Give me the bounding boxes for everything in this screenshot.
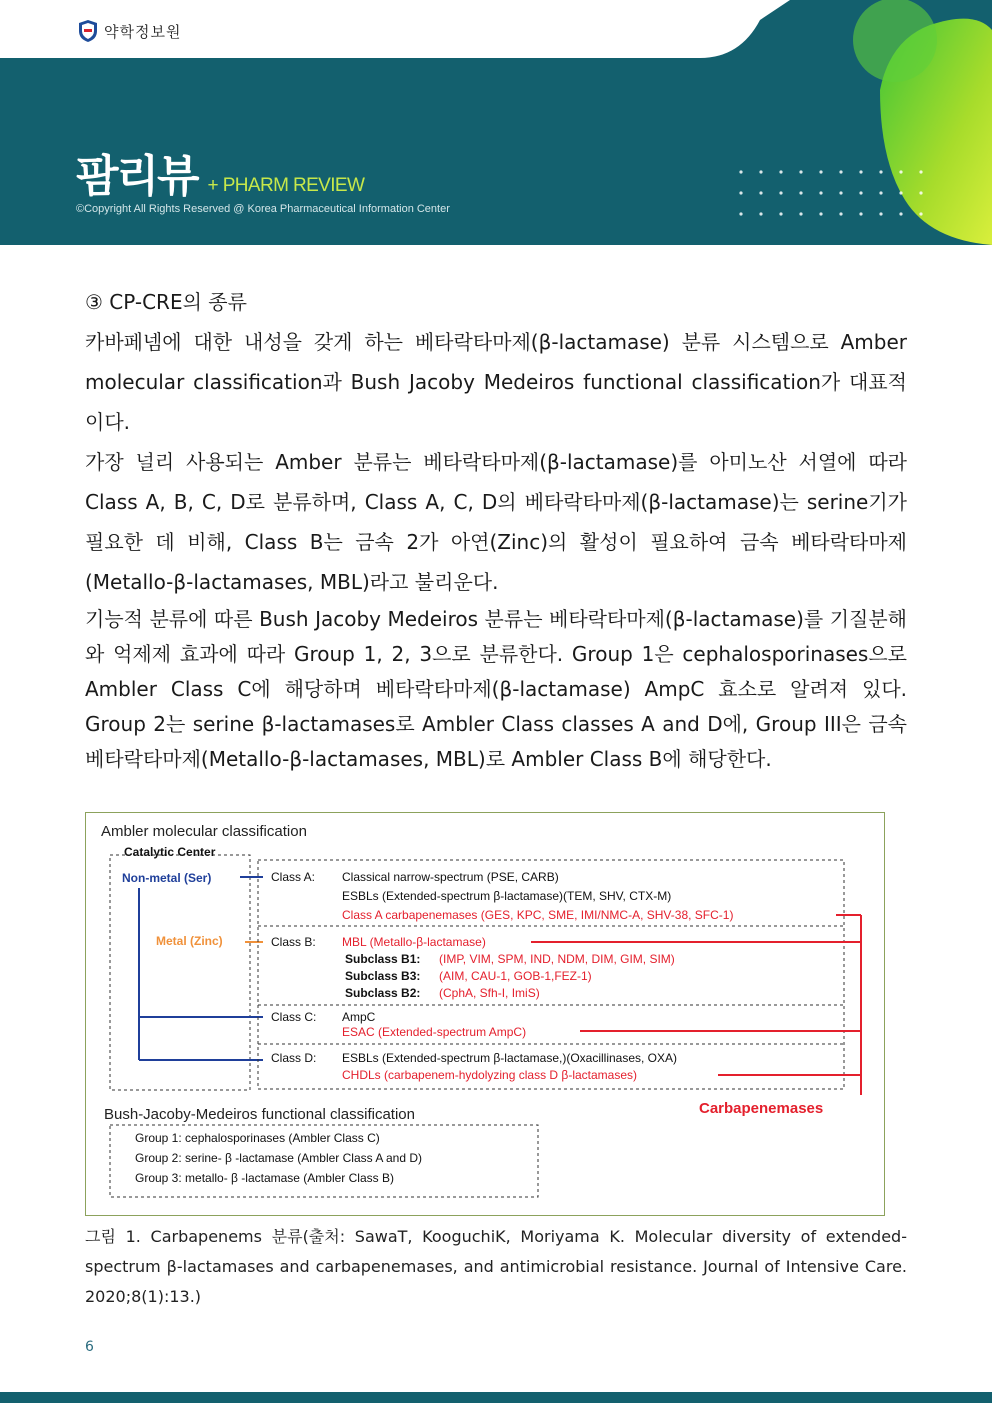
paragraph-ambler: 가장 널리 사용되는 Amber 분류는 베타락타마제(β-lactamase)를 아미노산 서열에 따라 Class A, B, C, D로 분류하며, Class A, C, D의 베타락타마제(β-lactamase)는 serine기가 필요한 데 비해, Class B는 금속 2가 아연(Zinc)의 활성이 필요하여 금속 베타락타마제(Metallo-β-lactamases, MBL)라고 불리운다. — [85, 450, 907, 594]
catalytic-center-label: Catalytic Center — [124, 845, 216, 859]
figure-caption: 그림 1. Carbapenems 분류(출처: SawaT, KooguchiK, Moriyama K. Molecular diversity of extended-spectrum β-lactamases and carbapenemases, and antimicrobial resistance. Journal of Intensive Care. 2020;8(1):13.) — [85, 1227, 907, 1306]
bjm-group3: Group 3: metallo- β -lactamase (Ambler Class B) — [135, 1171, 394, 1185]
bjm-group1: Group 1: cephalosporinases (Ambler Class C) — [135, 1131, 380, 1145]
org-name: 약학정보원 — [104, 22, 182, 41]
class-a-line3: Class A carbapenemases (GES, KPC, SME, IMI/NMC-A, SHV-38, SFC-1) — [342, 908, 734, 922]
class-d-line2: CHDLs (carbapenem-hydolyzing class D β-lactamases) — [342, 1068, 638, 1082]
class-c-line1: AmpC — [342, 1010, 376, 1024]
footer-bar — [0, 1392, 992, 1403]
classification-figure — [85, 812, 885, 1216]
class-b-label: Class B: — [271, 935, 316, 949]
metal-label: Metal (Zinc) — [156, 934, 223, 948]
main-content — [85, 282, 907, 777]
subclass-b3-label: Subclass B3: — [345, 969, 421, 983]
class-d-line1: ESBLs (Extended-spectrum β-lactamase,)(Oxacillinases, OXA) — [342, 1051, 678, 1065]
page-title — [76, 140, 364, 204]
catalytic-center-box — [110, 855, 250, 1090]
class-d-label: Class D: — [271, 1051, 317, 1065]
paragraph-intro: 카바페넴에 대한 내성을 갖게 하는 베타락타마제(β-lactamase) 분류 시스템으로 Amber molecular classification과 Bush Jacoby Medeiros functional classification가 대표적이다. — [85, 330, 907, 434]
title-korean: 팜리뷰 — [76, 151, 198, 202]
subclass-b2-values: (CphA, Sfh-I, ImiS) — [439, 986, 540, 1000]
class-b-line1: MBL (Metallo-β-lactamase) — [342, 935, 486, 949]
subclass-b2-label: Subclass B2: — [345, 986, 421, 1000]
class-a-line2: ESBLs (Extended-spectrum β-lactamase)(TEM, SHV, CTX-M) — [342, 889, 672, 903]
tree-connector-lines — [139, 877, 263, 1060]
bjm-group2: Group 2: serine- β -lactamase (Ambler Class A and D) — [135, 1151, 423, 1165]
title-english: + PHARM REVIEW — [207, 175, 365, 196]
carbapenemases-label: Carbapenemases — [699, 1100, 824, 1117]
shield-logo-icon — [78, 19, 98, 43]
class-c-label: Class C: — [271, 1010, 317, 1024]
class-a-line1: Classical narrow-spectrum (PSE, CARB) — [342, 870, 559, 884]
non-metal-label: Non-metal (Ser) — [122, 871, 212, 885]
subclass-b1-values: (IMP, VIM, SPM, IND, NDM, DIM, GIM, SIM) — [439, 952, 675, 966]
subclass-b1-label: Subclass B1: — [345, 952, 421, 966]
paragraph-bjm: 기능적 분류에 따른 Bush Jacoby Medeiros 분류는 베타락타마제(β-lactamase)를 기질분해와 억제제 효과에 따라 Group 1, 2, 3으로 분류한다. Group 1은 cephalosporinases으로 Ambler Class C에 해당하며 베타락타마제(β-lactamase) AmpC 효소로 알려져 있다. Group 2는 serine β-lactamases로 Ambler Class classes A and D에, Group III은 금속 베타락타마제(Metallo-β-lactamases, MBL)로 Ambler Class B에 해당한다. — [85, 607, 907, 771]
class-a-label: Class A: — [271, 870, 316, 884]
org-logo[interactable] — [78, 19, 181, 43]
copyright-notice: ©Copyright All Rights Reserved @ Korea Pharmaceutical Information Center — [76, 203, 450, 215]
bjm-title: Bush-Jacoby-Medeiros functional classification — [104, 1106, 415, 1123]
page-number: 6 — [85, 1339, 94, 1355]
ambler-title: Ambler molecular classification — [101, 823, 307, 840]
section-heading: ③ CP-CRE의 종류 — [85, 290, 247, 314]
class-c-line2: ESAC (Extended-spectrum AmpC) — [342, 1025, 527, 1039]
subclass-b3-values: (AIM, CAU-1, GOB-1,FEZ-1) — [439, 969, 592, 983]
